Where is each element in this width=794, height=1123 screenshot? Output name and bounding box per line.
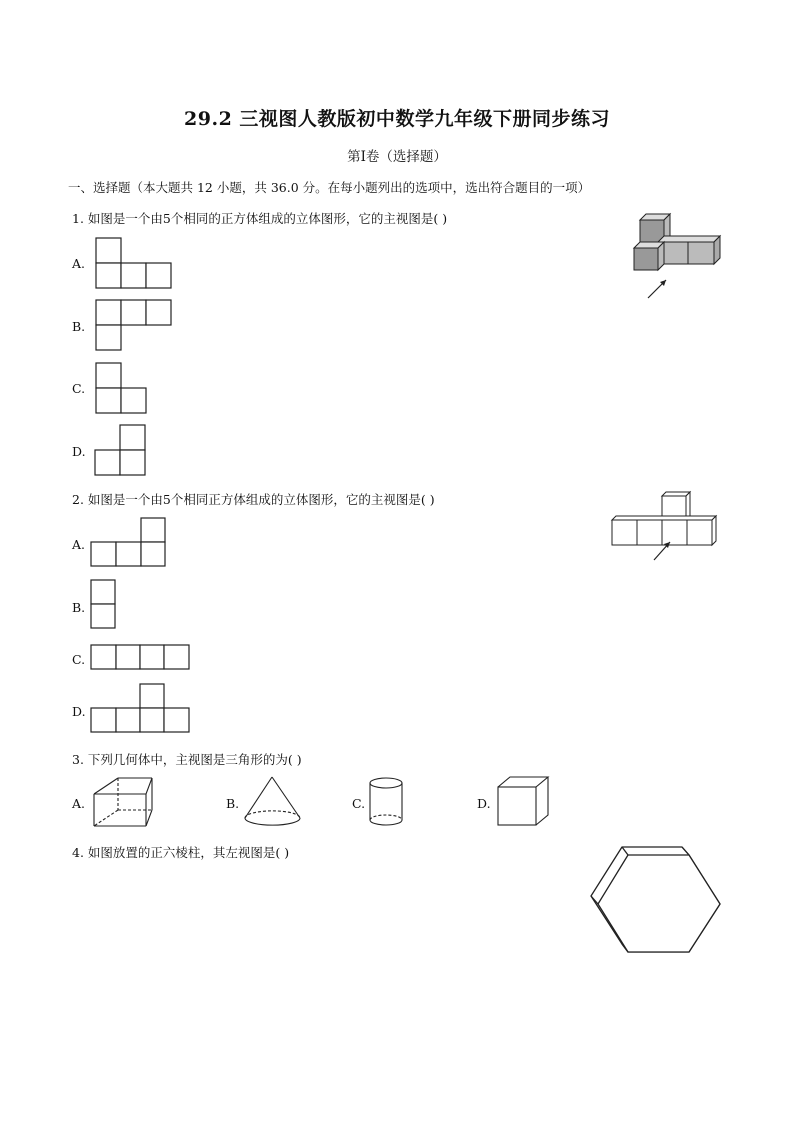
q1-option-a-label[interactable]: A. <box>72 256 86 271</box>
q3-option-a-label[interactable]: A. <box>72 796 86 811</box>
q1-option-c-figure[interactable] <box>95 362 155 414</box>
q1-option-b-label[interactable]: B. <box>72 319 86 334</box>
q2-option-a-figure[interactable] <box>90 517 170 569</box>
q3-option-d-cube-figure[interactable] <box>495 775 551 829</box>
q1-cube-stack <box>634 214 720 270</box>
q1-solid-figure <box>630 210 730 310</box>
q1-option-d-label[interactable]: D. <box>72 444 86 459</box>
q2-option-d-figure[interactable] <box>90 683 192 735</box>
q2-option-a-label[interactable]: A. <box>72 537 86 552</box>
volume-heading: 第Ⅰ卷（选择题） <box>347 149 447 165</box>
question-2-stem: 2. 如图是一个由5个相同正方体组成的立体图形，它的主视图是( ) <box>72 492 435 507</box>
q2-option-d-label[interactable]: D. <box>72 704 86 719</box>
q1-option-c-label[interactable]: C. <box>72 381 86 396</box>
question-3-stem: 3. 下列几何体中，主视图是三角形的为( ) <box>72 752 302 767</box>
q2-option-b-label[interactable]: B. <box>72 600 86 615</box>
q3-option-c-label[interactable]: C. <box>352 796 366 811</box>
section-heading: 一、选择题（本大题共 12 小题，共 36.0 分。在每小题列出的选项中，选出符合题目的一项） <box>68 180 591 195</box>
page-title: 29.2 三视图人教版初中数学九年级下册同步练习 <box>184 108 610 130</box>
q1-option-b-figure[interactable] <box>95 299 175 351</box>
q3-option-c-cylinder-figure[interactable] <box>368 775 408 831</box>
q1-option-d-figure[interactable] <box>94 424 154 476</box>
q2-option-c-label[interactable]: C. <box>72 652 86 667</box>
q3-option-d-label[interactable]: D. <box>477 796 491 811</box>
q1-option-a-figure[interactable] <box>95 237 175 289</box>
q2-option-b-figure[interactable] <box>90 579 120 631</box>
q2-option-c-figure[interactable] <box>90 644 192 672</box>
q2-solid-figure <box>610 490 725 565</box>
q2-cube-row <box>612 492 716 545</box>
q4-hexagonal-prism-figure <box>586 842 724 960</box>
question-1-stem: 1. 如图是一个由5个相同的正方体组成的立体图形，它的主视图是( ) <box>72 211 448 226</box>
question-4-stem: 4. 如图放置的正六棱柱，其左视图是( ) <box>72 845 290 860</box>
q3-option-b-cone-figure[interactable] <box>242 774 306 830</box>
q3-option-b-label[interactable]: B. <box>226 796 240 811</box>
q3-option-a-prism-figure[interactable] <box>88 774 158 830</box>
